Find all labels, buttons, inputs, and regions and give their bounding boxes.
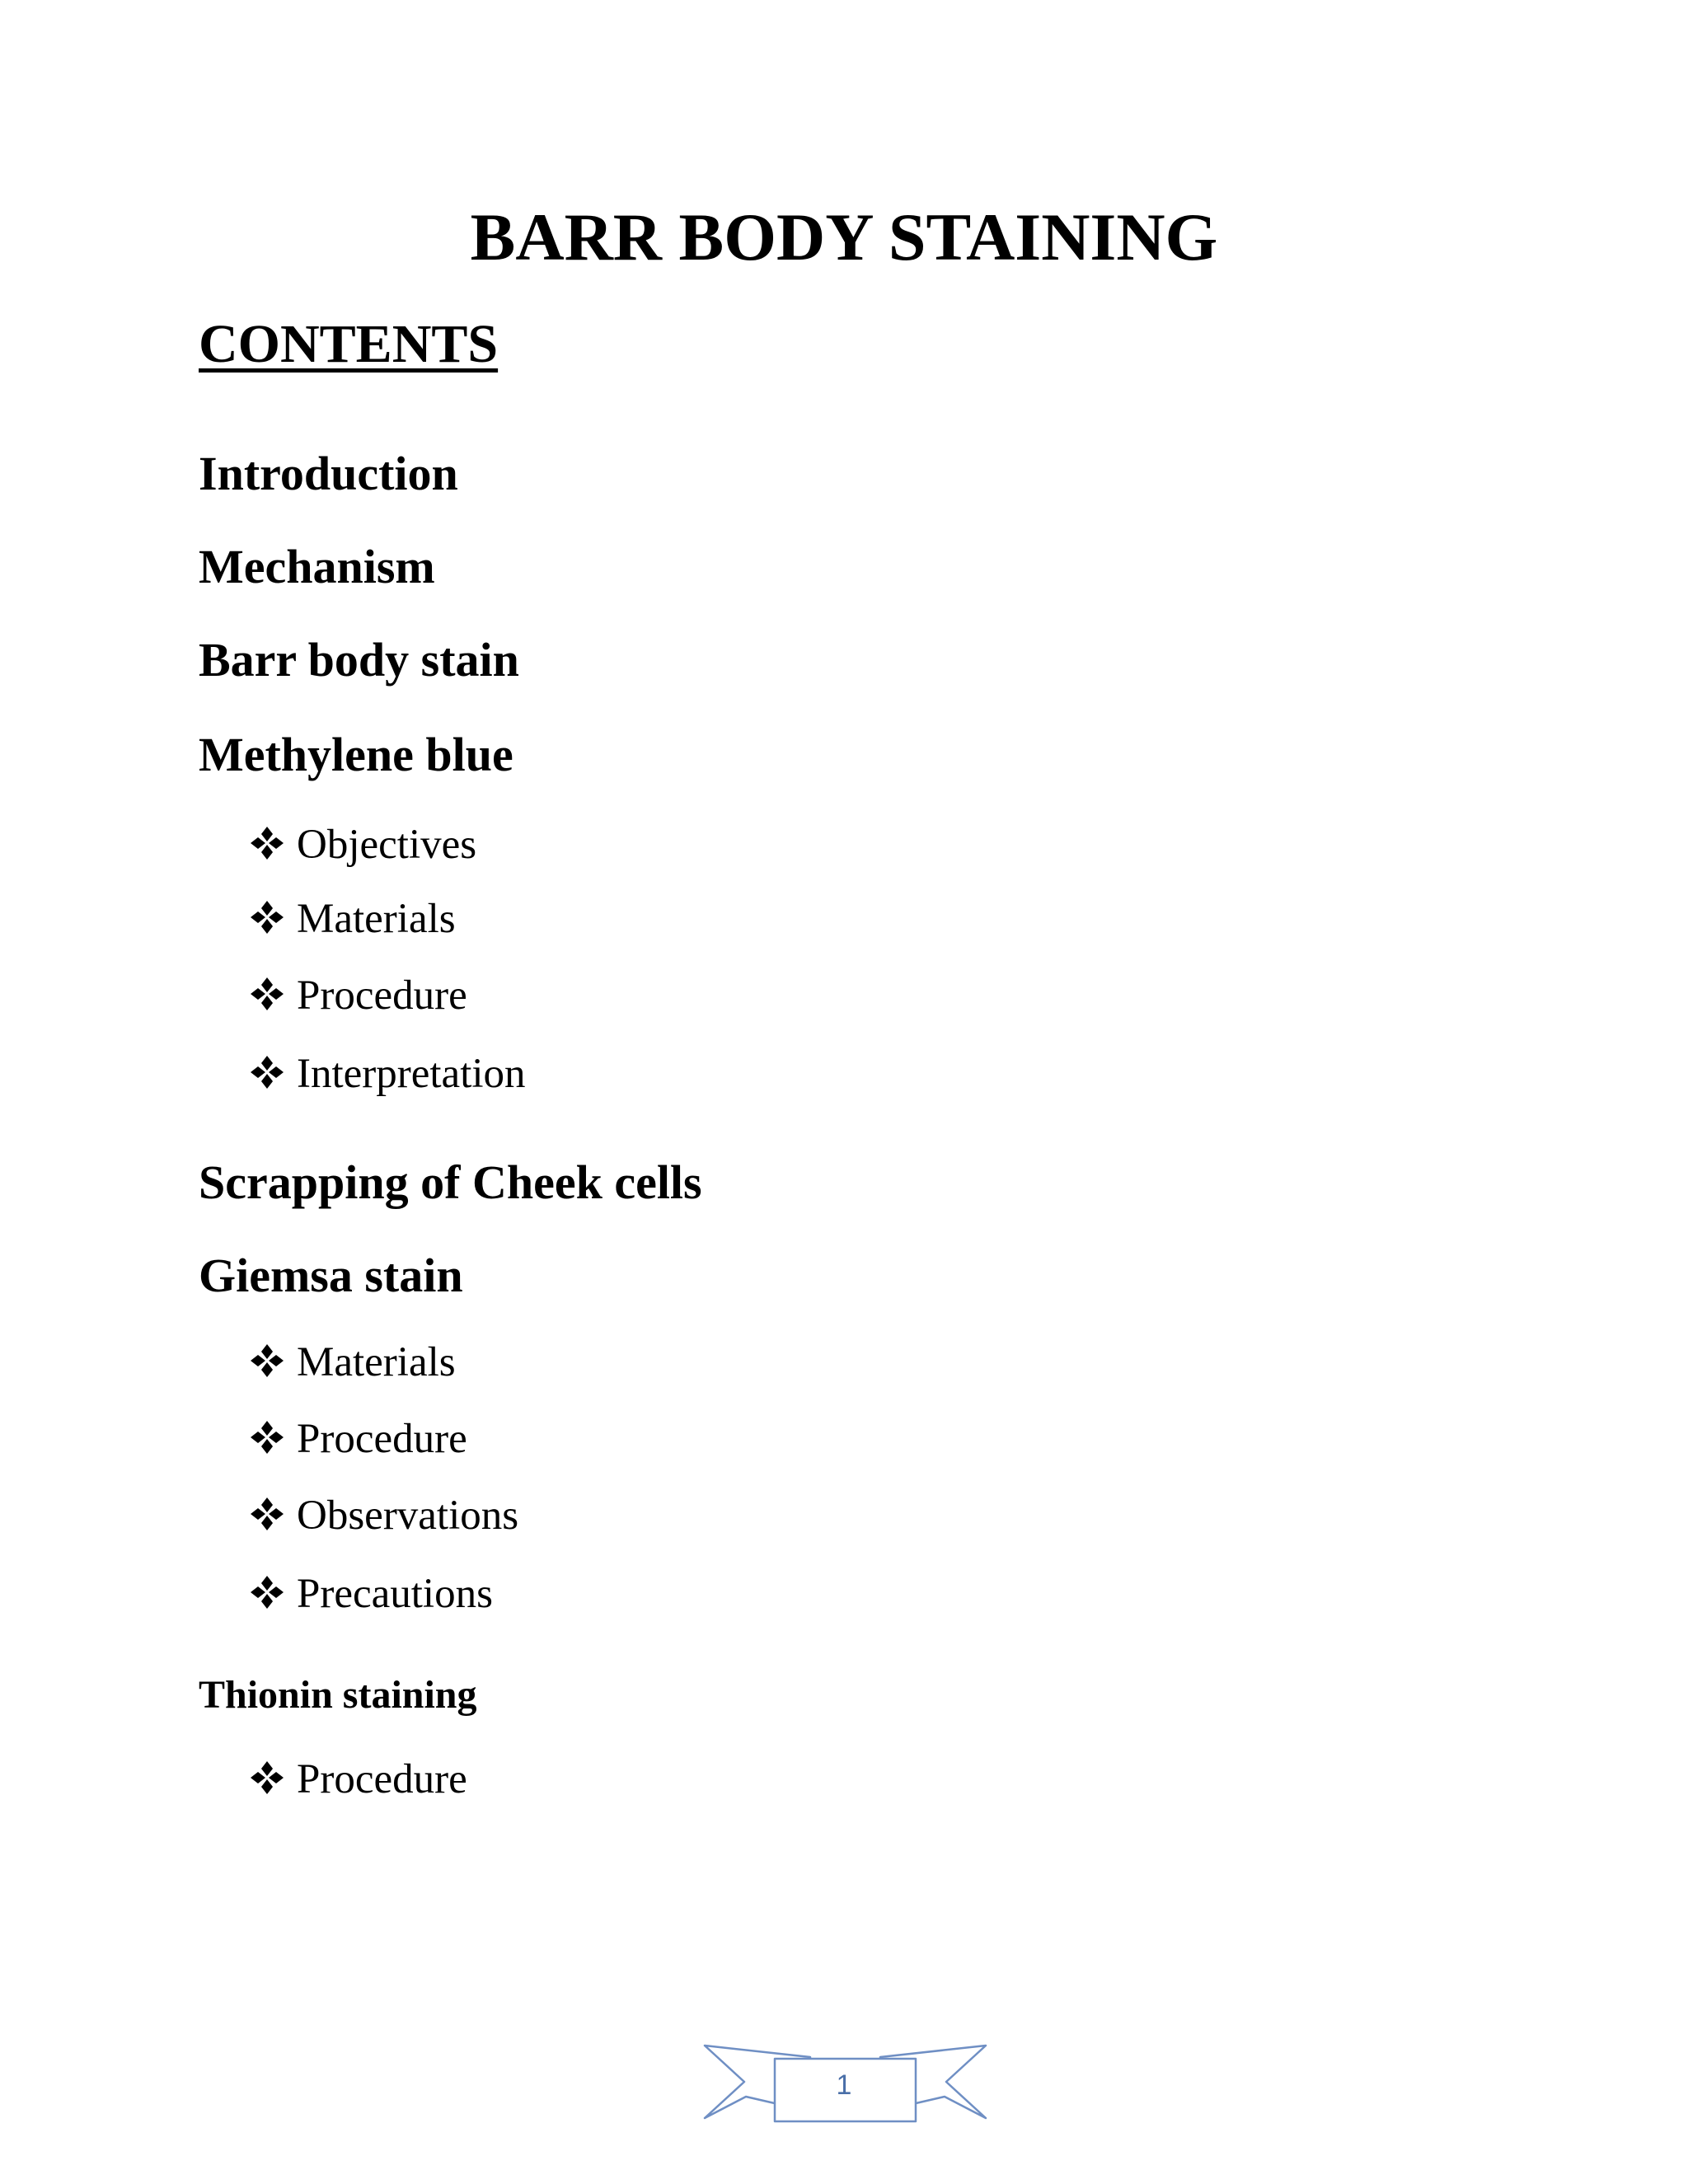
page-title: BARR BODY STAINING [470, 199, 1218, 274]
list-item [249, 1490, 518, 1541]
section-thionin-staining: Thionin staining [199, 1673, 477, 1717]
four-diamond-bullet-icon [249, 1343, 285, 1379]
section-scrapping-of-cheek-cells: Scrapping of Cheek cells [199, 1155, 702, 1209]
list-item-label: Materials [297, 1339, 456, 1385]
list-item-label: Procedure [297, 972, 467, 1019]
section-methylene-blue: Methylene blue [199, 728, 513, 781]
list-item [249, 1413, 467, 1465]
contents-heading: CONTENTS [199, 314, 499, 374]
list-item-label: Procedure [297, 1756, 467, 1802]
four-diamond-bullet-icon [249, 1419, 285, 1455]
list-item [249, 970, 467, 1021]
four-diamond-bullet-icon [249, 1054, 285, 1090]
list-item [249, 1568, 493, 1619]
four-diamond-bullet-icon [249, 1760, 285, 1796]
list-item [249, 819, 476, 870]
list-item-label: Objectives [297, 822, 477, 868]
section-barr-body-stain: Barr body stain [199, 633, 519, 687]
list-item [249, 1048, 526, 1099]
section-introduction: Introduction [199, 447, 458, 500]
list-item-label: Procedure [297, 1416, 467, 1462]
list-item-label: Interpretation [297, 1051, 526, 1097]
list-item-label: Materials [297, 896, 456, 942]
four-diamond-bullet-icon [249, 825, 285, 861]
four-diamond-bullet-icon [249, 1574, 285, 1610]
list-item-label: Precautions [297, 1571, 493, 1617]
list-item [249, 1754, 467, 1805]
list-item [249, 893, 456, 944]
four-diamond-bullet-icon [249, 1496, 285, 1532]
page-number: 1 [836, 2069, 852, 2101]
list-item-label: Observations [297, 1493, 519, 1539]
section-giemsa-stain: Giemsa stain [199, 1249, 463, 1302]
four-diamond-bullet-icon [249, 899, 285, 935]
section-mechanism: Mechanism [199, 540, 435, 593]
list-item [249, 1337, 456, 1388]
four-diamond-bullet-icon [249, 976, 285, 1012]
